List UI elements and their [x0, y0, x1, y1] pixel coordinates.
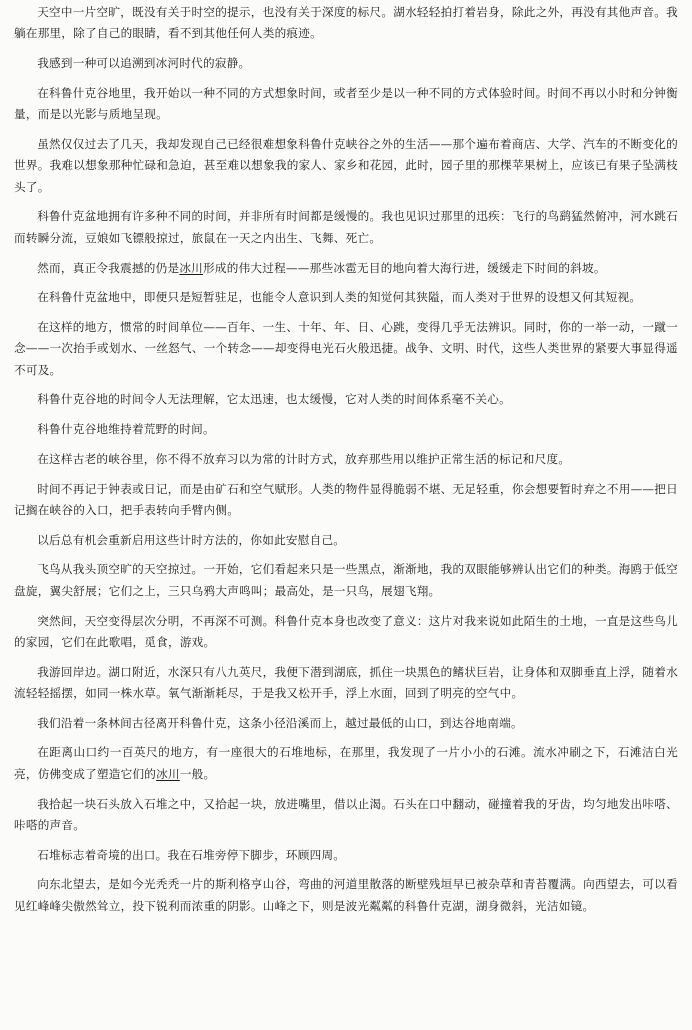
underlined-term-glacier-2: 冰川	[156, 766, 180, 781]
paragraph-2: 我感到一种可以追溯到冰河时代的寂静。	[37, 56, 251, 71]
paragraph-6	[14, 258, 678, 279]
paragraph-1: 天空中一片空旷，既没有关于时空的提示，也没有关于深度的标尺。湖水轻轻拍打着岩身，除此之外，再没有其他声音。我躺在那里，除了自己的眼睛，看不到其他任何人类的痕迹。	[14, 5, 678, 41]
paragraph-19: 我拾起一块石头放入石堆之中，又拾起一块，放进嘴里，借以止渴。石头在口中翻动，碰撞着我的牙齿，均匀地发出咔嗒、咔嗒的声音。	[14, 796, 678, 832]
paragraph-17: 我们沿着一条林间古径离开科鲁什克，这条小径沿溪而上，越过最低的山口，到达谷地南端。	[37, 715, 523, 730]
paragraph-14: 飞鸟从我头顶空旷的天空掠过。一开始，它们看起来只是一些黑点，渐渐地，我的双眼能够辨认出它们的种类。海鸥于低空盘旋，翼尖舒展；它们之上，三只乌鸦大声鸣叫；最高处，是一只鸟，展翅飞翔。	[14, 562, 678, 598]
paragraph-18-text-a: 在距离山口约一百英尺的地方，有一座很大的石堆地标，在那里，我发现了一片小小的石滩。流水冲刷之下，石滩洁白光亮，仿佛变成了塑造它们的	[14, 745, 678, 781]
paragraph-9: 科鲁什克谷地的时间令人无法理解，它太迅速，也太缓慢，它对人类的时间体系毫不关心。	[37, 392, 511, 407]
paragraph-5: 科鲁什克盆地拥有许多种不同的时间，并非所有时间都是缓慢的。我也见识过那里的迅疾：飞行的鸟鹞猛然俯冲，河水跳石而转瞬分流，豆娘如飞镖般掠过，旅鼠在一天之内出生、飞舞、死亡。	[14, 209, 678, 245]
paragraph-3: 在科鲁什克谷地里，我开始以一种不同的方式想象时间，或者至少是以一种不同的方式体验时间。时间不再以小时和分钟衡量，而是以光影与质地呈现。	[14, 85, 678, 122]
paragraph-12: 时间不再记于钟表或日记，而是由矿石和空气赋形。人类的物件显得脆弱不堪、无足轻重，你会想要暂时弃之不用——把日记搁在峡谷的入口，把手表转向手臂内侧。	[14, 481, 678, 517]
paragraph-10: 科鲁什克谷地维持着荒野的时间。	[37, 422, 215, 437]
underlined-term-glacier: 冰川	[179, 260, 204, 275]
paragraph-15: 突然间，天空变得层次分明，不再深不可测。科鲁什克本身也改变了意义：这片对我来说如此陌生的土地，一直是这些鸟儿的家园，它们在此歌唱，觅食，游戏。	[14, 613, 678, 649]
paragraph-20: 石堆标志着奇境的出口。我在石堆旁停下脚步，环顾四周。	[37, 847, 346, 862]
paragraph-6-text-a: 然而，真正令我震撼的仍是	[37, 260, 180, 275]
paragraph-6-text-b: 形成的伟大过程——那些冰雹无目的地向着大海行进，缓缓走下时间的斜坡。	[203, 260, 606, 275]
paragraph-11: 在这样古老的峡谷里，你不得不放弃习以为常的计时方式，放弃那些用以维护正常生活的标记和尺度。	[37, 451, 571, 466]
paragraph-13: 以后总有机会重新启用这些计时方法的，你如此安慰自己。	[37, 532, 346, 547]
paragraph-7: 在科鲁什克盆地中，即便只是短暂驻足，也能令人意识到人类的知觉何其狭隘，而人类对于世界的设想又何其短视。	[37, 290, 642, 305]
paragraph-4: 虽然仅仅过去了几天，我却发现自己已经很难想象科鲁什克峡谷之外的生活——那个遍布着商店、大学、汽车的不断变化的世界。我难以想象那种忙碌和急迫，甚至难以想象我的家人、家乡和花园，此时，园子里的那棵苹果树上，应该已有果子坠满枝头了。	[14, 136, 678, 194]
paragraph-21: 向东北望去，是如今光秃秃一片的斯利格亨山谷，弯曲的河道里散落的断壁残垣早已被杂草和青苔覆满。向西望去，可以看见红峰峰尖傲然耸立，投下锐利而浓重的阴影。山峰之下，则是波光粼粼的科鲁什克湖，湖身微斜，光洁如镜。	[14, 877, 678, 913]
paragraph-18	[14, 742, 678, 785]
paragraph-18-text-b: 一般。	[179, 766, 216, 781]
paragraph-8: 在这样的地方，惯常的时间单位——百年、一生、十年、年、日、心跳，变得几乎无法辨识。同时，你的一举一动，一蹴一念——一次抬手或划水、一丝怒气、一个转念——却变得电光石火般迅捷。战争、文明、时代，这些人类世界的紧要大事显得遥不可及。	[14, 319, 678, 377]
paragraph-16: 我游回岸边。湖口附近，水深只有八九英尺，我便下潜到湖底，抓住一块黑色的鳍状巨岩，让身体和双脚垂直上浮，随着水流轻轻摇摆，如同一株水草。氧气渐渐耗尽，于是我又松开手，浮上水面，回到了明亮的空气中。	[14, 664, 678, 701]
